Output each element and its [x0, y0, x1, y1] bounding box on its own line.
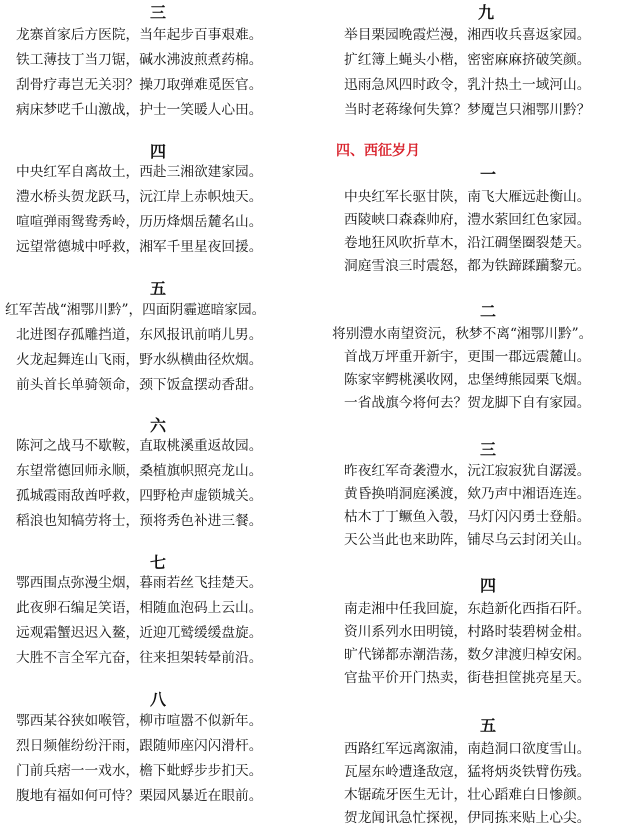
poem-line: 前头首长单骑领命，颈下饭盒摆动香甜。 [16, 377, 263, 393]
poem-line: 孤城霞雨敌酋呼救，四野枪声虚锁城关。 [16, 488, 263, 504]
poem-line: 鄂西某谷狭如喉管，柳市喧嚣不似新年。 [16, 713, 263, 729]
poem-line: 大胜不言全军亢奋，往来担架转晕前沿。 [16, 650, 263, 666]
poem-line: 稻浪也知犒劳将士，预将秀色补进三餐。 [16, 513, 263, 529]
poem-line: 官盐平价开门热卖，街巷担筐挑亮星天。 [344, 670, 591, 686]
poem-line: 当时老蒋缘何失算？梦魇岂只湘鄂川黔？ [344, 102, 591, 118]
poem-line: 病床梦呓千山激战，护士一笑暖人心田。 [16, 102, 263, 118]
poem-line: 铁工薄技丁当刀锯，碱水沸波煎煮药棉。 [16, 52, 263, 68]
poem-number: 七 [150, 553, 167, 572]
section-heading: 四、西征岁月 [336, 143, 420, 159]
poem-line: 将别澧水南望资沅，秋梦不离“湘鄂川黔”。 [332, 326, 593, 342]
poem-number: 八 [150, 690, 167, 709]
poem-line: 此夜卵石编足笑语，相随血泡码上云山。 [16, 600, 263, 616]
poem-line: 澧水桥头贺龙跃马，沅江岸上赤帜烛天。 [16, 189, 263, 205]
poem-line: 黄昏换哨洞庭溪渡，欸乃声中湘语连连。 [344, 486, 591, 502]
poem-line: 中央红军长驱甘陕，南飞大雁远赴衡山。 [344, 189, 591, 205]
poem-number: 五 [480, 716, 497, 735]
poem-line: 昨夜红军奇袭澧水，沅江寂寂犹自潺湲。 [344, 463, 591, 479]
poem-line: 喧喧弹雨鸳鸯秀岭，历历烽烟岳麓名山。 [16, 214, 263, 230]
poem-line: 门前兵痞一一戏水，檐下蚍蜉步步扪天。 [16, 763, 263, 779]
poem-line: 烈日频催纷纷汗雨，跟随师座闪闪滑杆。 [16, 738, 263, 754]
poem-number: 二 [480, 302, 497, 321]
poem-line: 腹地有福如何可恃？栗园风暴近在眼前。 [16, 788, 263, 804]
poem-line: 扩红簿上蝇头小楷，密密麻麻挤破笑颜。 [344, 52, 591, 68]
poem-line: 远观霜蟹迟迟入鳌，近迎兀鹫缓缓盘旋。 [16, 625, 263, 641]
poem-number: 四 [480, 576, 497, 595]
poem-line: 洞庭雪浪三时震怒，都为铁蹄蹂躏黎元。 [344, 258, 591, 274]
poem-line: 瓦屋东岭遭逢敌寇，猛将炳炎铁臂伤残。 [344, 764, 591, 780]
poem-line: 卷地狂风吹折草木，沿江碉堡圈裂楚天。 [344, 235, 591, 251]
poem-line: 刮骨疗毒岂无关羽？操刀取弹难觅医官。 [16, 77, 263, 93]
poem-line: 贺龙闻讯急忙探视，伊同拣来贴上心尖。 [344, 810, 591, 826]
poem-number: 三 [480, 440, 497, 459]
poem-line: 西陵峡口森森帅府，澧水萦回红色家园。 [344, 212, 591, 228]
poem-line: 龙寨首家后方医院，当年起步百事艰难。 [16, 27, 263, 43]
poem-line: 南走湘中任我回旋，东趋新化西指石阡。 [344, 601, 591, 617]
poem-number: 六 [150, 416, 167, 435]
poem-number: 四 [150, 142, 167, 161]
poem-line: 火龙起舞连山飞雨，野水纵横曲径炊烟。 [16, 352, 263, 368]
poem-line: 陈家宰鳄桃溪收网，忠堡缚熊园栗飞烟。 [344, 372, 591, 388]
poem-line: 迅雨急风四时政令，乳汁热土一域河山。 [344, 77, 591, 93]
poem-line: 西路红军远离溆浦，南趋洞口欲度雪山。 [344, 741, 591, 757]
poem-line: 资川系列水田明镜，村路时装碧树金柑。 [344, 624, 591, 640]
poem-line: 举目栗园晚霞烂漫，湘西收兵喜返家园。 [344, 27, 591, 43]
poem-line: 天公当此也来助阵，铺尽乌云封闭关山。 [344, 532, 591, 548]
poem-line: 首战万坪重开新宇，更围一郡远震麓山。 [344, 349, 591, 365]
poem-number: 九 [478, 3, 495, 22]
poem-line: 枯木丁丁鳜鱼入彀，马灯闪闪勇士登船。 [344, 509, 591, 525]
poem-line: 木锯疏牙医生无计，壮心蹈难白日惨颜。 [344, 787, 591, 803]
poem-line: 一省战旗今将何去？贺龙脚下自有家园。 [344, 395, 591, 411]
poem-line: 北进图存孤雕挡道，东风报讯前哨儿男。 [16, 327, 263, 343]
poem-line: 旷代锑都赤潮浩荡，数夕津渡归棹安闲。 [344, 647, 591, 663]
poem-number: 五 [150, 279, 167, 298]
poem-line: 中央红军自离故土，西赴三湘欲建家园。 [16, 164, 263, 180]
poem-number: 三 [150, 3, 167, 22]
poem-line: 远望常德城中呼救，湘军千里星夜回援。 [16, 239, 263, 255]
poem-line: 东望常德回师永顺，桑植旗帜照亮龙山。 [16, 463, 263, 479]
poem-line: 鄂西围点弥漫尘烟，暮雨若丝飞挂楚天。 [16, 575, 263, 591]
poem-line: 陈河之战马不歇鞍，直取桃溪重返故园。 [16, 438, 263, 454]
poem-number: 一 [480, 165, 497, 184]
poem-line: 红军苦战“湘鄂川黔”，四面阴霾遮暗家园。 [5, 302, 266, 318]
